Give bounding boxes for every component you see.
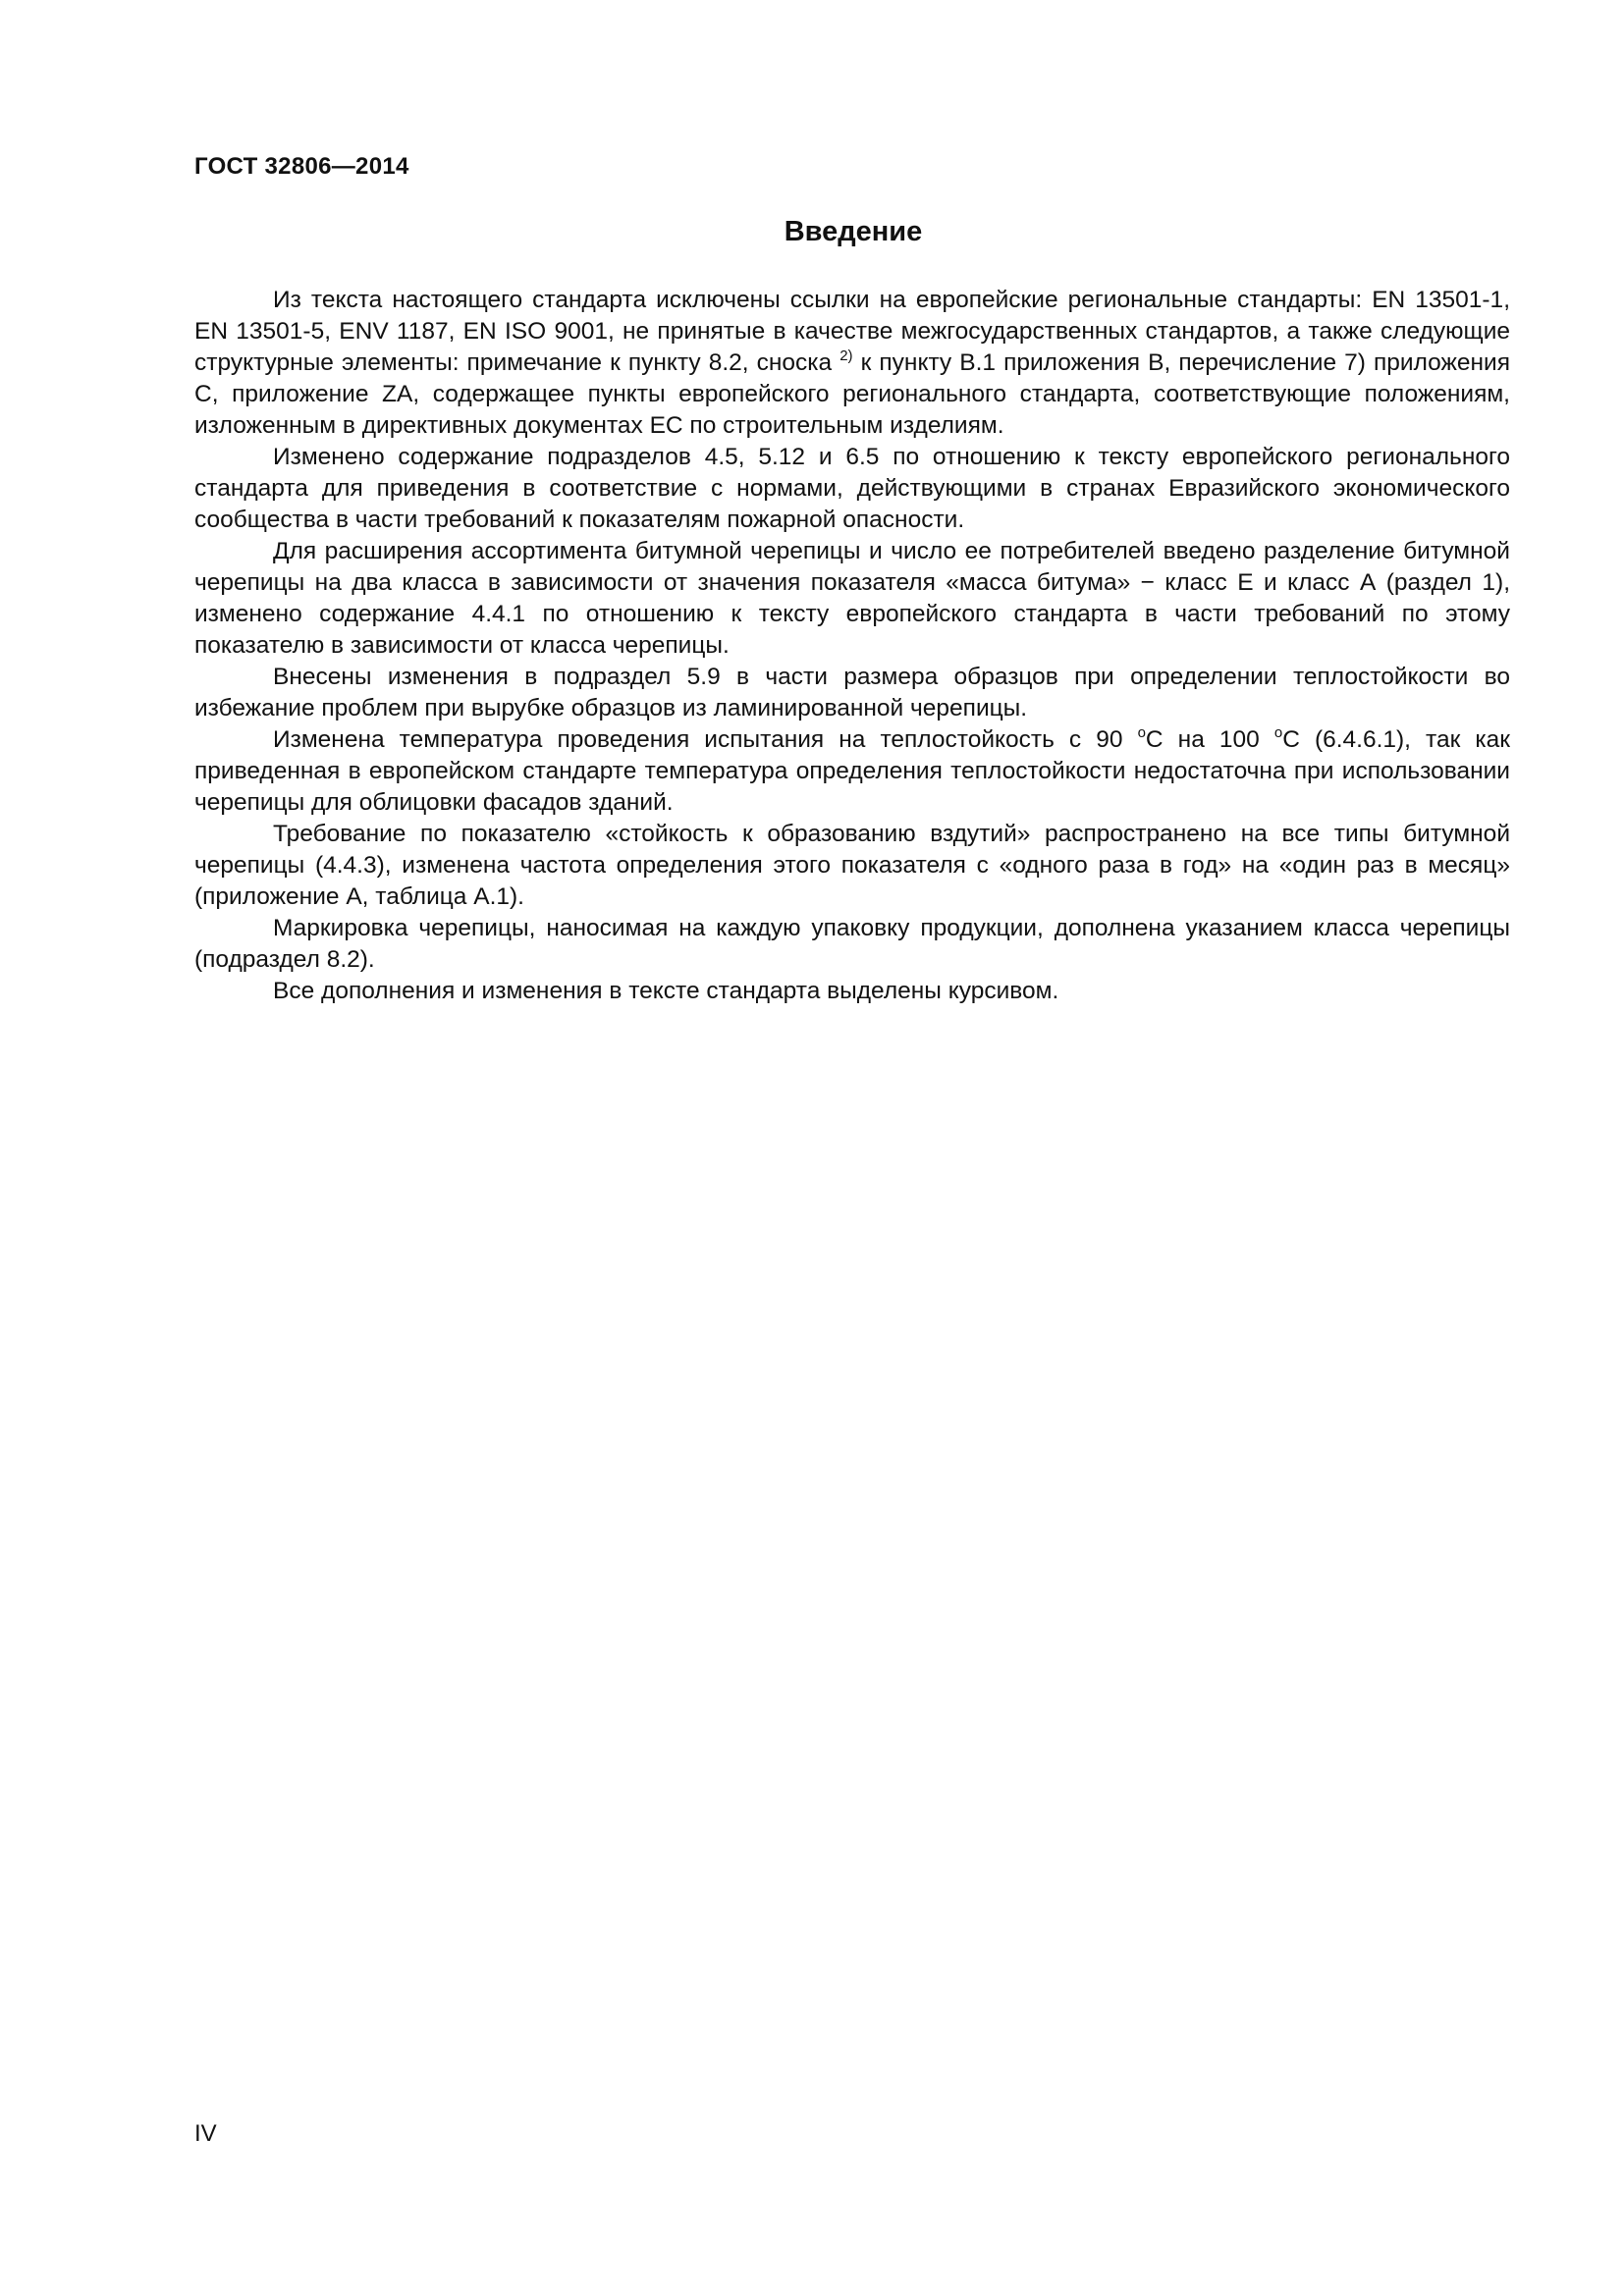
paragraph-text: С на 100 [1145, 726, 1260, 753]
paragraph-classes: Для расширения ассортимента битумной черепицы и число ее потребителей введено разделение битумной черепицы на два класса в зависимости от значения показателя «масса битума» − класс Е и класс А (раздел 1), изменено содержание 4.4.1 по отношению к тексту европейского стандарта в части требований по этому показателю в зависимости от класса черепицы. [194, 538, 1510, 659]
page-number: IV [194, 2120, 217, 2147]
footnote-marker: 2) [839, 347, 853, 364]
paragraph-sample-size: Внесены изменения в подраздел 5.9 в части размера образцов при определении теплостойкости во избежание проблем при вырубке образцов из ламинированной черепицы. [194, 664, 1510, 721]
paragraph-excluded-references [194, 285, 1510, 442]
paragraph-temperature [194, 724, 1510, 819]
degree-marker: о [1273, 724, 1283, 741]
paragraph-changed-subsections: Изменено содержание подразделов 4.5, 5.12 и 6.5 по отношению к тексту европейского регионального стандарта для приведения в соответствие с нормами, действующими в странах Евразийского экономического сообщества в части требований к показателям пожарной опасности. [194, 444, 1510, 533]
section-title: Введение [784, 216, 923, 247]
paragraph-italics-note: Все дополнения и изменения в тексте стандарта выделены курсивом. [273, 978, 1059, 1004]
paragraph-text: Изменена температура проведения испытания на теплостойкость с 90 [273, 726, 1123, 753]
document-code: ГОСТ 32806—2014 [194, 153, 409, 180]
introduction-body [194, 285, 1510, 1007]
paragraph-text: Из текста настоящего стандарта исключены ссылки на европейские региональные стандарты: EN 13501-1, EN 13501-5, ENV 1187, EN ISO 9001, не принятые в качестве межгосударственных стандартов, а также следующие структурные элементы: примечание к пункту 8.2, сноска [194, 287, 1510, 376]
degree-marker: о [1137, 724, 1146, 741]
paragraph-text: С (6.4.6.1), так как приведенная в европейском стандарте температура определения теплостойкости недостаточна при использовании черепицы для облицовки фасадов зданий. [194, 726, 1511, 816]
paragraph-text: к пункту В.1 приложения В, перечисление 7) приложения С, приложение ZA, содержащее пункты европейского регионального стандарта, соответствующие положениям, изложенным в директивных документах ЕС по строительным изделиям. [194, 349, 1511, 439]
paragraph-blister-resistance: Требование по показателю «стойкость к образованию вздутий» распространено на все типы битумной черепицы (4.4.3), изменена частота определения этого показателя с «одного раза в год» на «один раз в месяц» (приложение А, таблица А.1). [194, 821, 1510, 910]
paragraph-marking: Маркировка черепицы, наносимая на каждую упаковку продукции, дополнена указанием класса черепицы (подраздел 8.2). [194, 915, 1510, 973]
